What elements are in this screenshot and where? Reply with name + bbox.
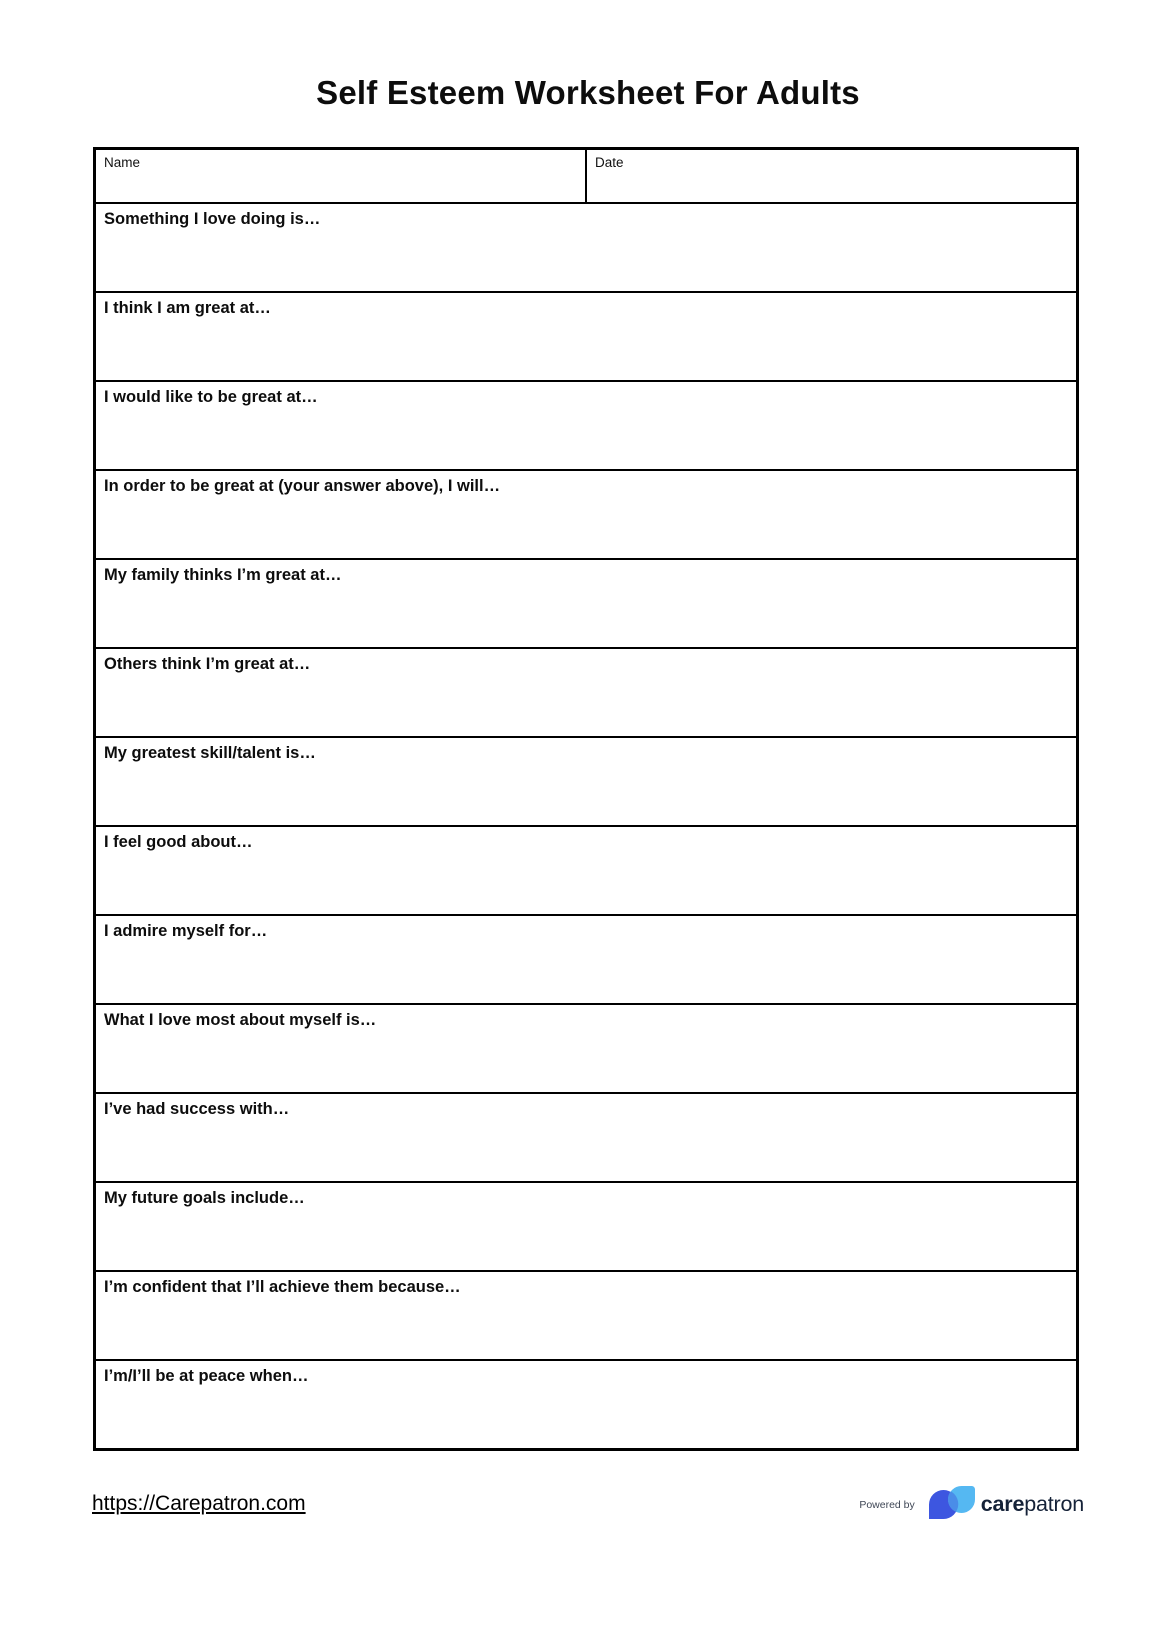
meta-row <box>95 149 1078 204</box>
prompt-label: I feel good about… <box>104 833 253 851</box>
date-field[interactable] <box>586 149 1078 204</box>
table-row <box>95 203 1078 292</box>
answer-area-6[interactable] <box>95 648 1078 737</box>
prompt-label: I’m/I’ll be at peace when… <box>104 1367 309 1385</box>
table-row <box>95 1182 1078 1271</box>
answer-area-13[interactable] <box>95 1271 1078 1360</box>
answer-area-14[interactable] <box>95 1360 1078 1450</box>
answer-area-3[interactable] <box>95 381 1078 470</box>
table-row <box>95 648 1078 737</box>
table-row <box>95 559 1078 648</box>
answer-area-12[interactable] <box>95 1182 1078 1271</box>
table-row <box>95 381 1078 470</box>
table-row <box>95 1093 1078 1182</box>
table-row <box>95 737 1078 826</box>
prompt-label: I think I am great at… <box>104 299 271 317</box>
date-label: Date <box>595 155 624 170</box>
table-row <box>95 1004 1078 1093</box>
prompt-label: I admire myself for… <box>104 922 268 940</box>
prompt-label: I’ve had success with… <box>104 1100 290 1118</box>
name-label: Name <box>104 155 141 170</box>
powered-by-label: Powered by <box>859 1498 915 1511</box>
prompt-label: Something I love doing is… <box>104 210 321 228</box>
answer-area-1[interactable] <box>95 203 1078 292</box>
prompt-label: I’m confident that I’ll achieve them because… <box>104 1278 461 1296</box>
name-field[interactable] <box>95 149 587 204</box>
answer-area-9[interactable] <box>95 915 1078 1004</box>
worksheet-table <box>93 147 1079 1451</box>
brand-care: care <box>980 1492 1025 1516</box>
carepatron-link[interactable]: https://Carepatron.com <box>92 1492 306 1515</box>
powered-by-block <box>859 1486 1084 1523</box>
prompt-label: My future goals include… <box>104 1189 305 1207</box>
table-row <box>95 1271 1078 1360</box>
answer-area-7[interactable] <box>95 737 1078 826</box>
prompt-label: What I love most about myself is… <box>104 1011 377 1029</box>
answer-area-8[interactable] <box>95 826 1078 915</box>
table-row <box>95 1360 1078 1450</box>
prompt-label: My family thinks I’m great at… <box>104 566 342 584</box>
page-title: Self Esteem Worksheet For Adults <box>316 74 860 111</box>
answer-area-11[interactable] <box>95 1093 1078 1182</box>
carepatron-wordmark <box>981 1492 1084 1517</box>
table-row <box>95 292 1078 381</box>
table-row <box>95 470 1078 559</box>
answer-area-10[interactable] <box>95 1004 1078 1093</box>
answer-area-2[interactable] <box>95 292 1078 381</box>
carepatron-logo-icon <box>929 1486 976 1523</box>
answer-area-5[interactable] <box>95 559 1078 648</box>
prompt-label: Others think I’m great at… <box>104 655 311 673</box>
prompt-label: In order to be great at (your answer above), I will… <box>104 477 501 495</box>
prompt-label: My greatest skill/talent is… <box>104 744 316 762</box>
prompt-label: I would like to be great at… <box>104 388 318 406</box>
table-row <box>95 915 1078 1004</box>
table-row <box>95 826 1078 915</box>
answer-area-4[interactable] <box>95 470 1078 559</box>
brand-patron: patron <box>1024 1492 1084 1516</box>
